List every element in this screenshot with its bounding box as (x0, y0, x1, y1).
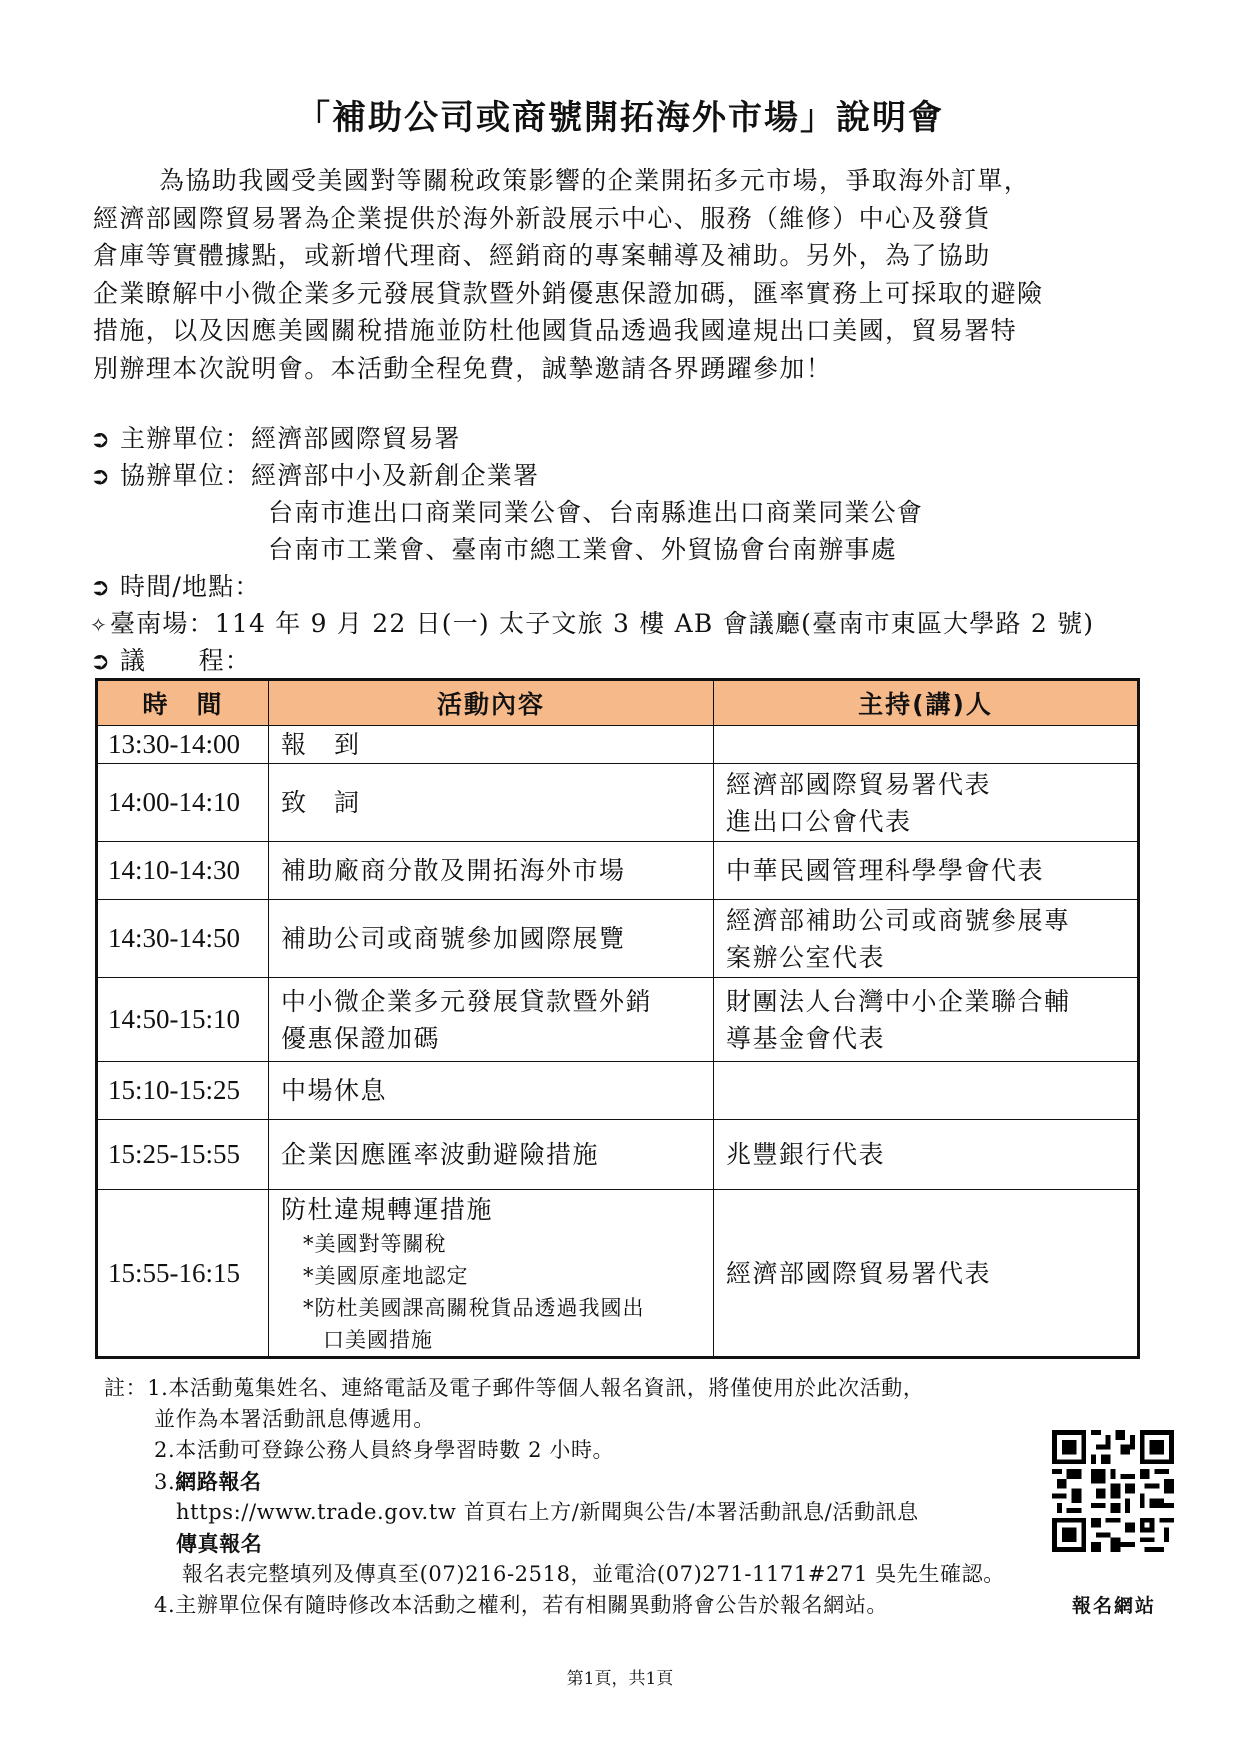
table-row (97, 900, 1139, 978)
intro-line: 別辦理本次說明會。本活動全程免費，誠摯邀請各界踴躍參加！ (93, 353, 833, 383)
host-line: 經濟部國際貿易署代表 (726, 769, 992, 799)
sub-item: *防杜美國課高關稅貨品透過我國出 (303, 1295, 645, 1320)
intro-line: 企業瞭解中小微企業多元發展貸款暨外銷優惠保證加碼，匯率實務上可採取的避險 (93, 278, 1044, 308)
qr-code-icon[interactable] (1052, 1430, 1174, 1552)
organizer-row (90, 420, 1170, 457)
note-line (104, 1466, 1064, 1497)
arrow-icon: ➲ (90, 462, 112, 490)
header-time: 時 間 (97, 680, 269, 726)
time-cell: 15:10-15:25 (97, 1062, 269, 1120)
agenda-label: 議 程： (120, 646, 252, 675)
host-line: 進出口公會代表 (726, 806, 912, 836)
activity-line: 優惠保證加碼 (281, 1023, 441, 1053)
host-cell (714, 978, 1139, 1062)
activity-cell: 補助公司或商號參加國際展覽 (269, 900, 714, 978)
host-cell: 中華民國管理科學學會代表 (714, 842, 1139, 900)
activity-cell (269, 978, 714, 1062)
activity-cell: 企業因應匯率波動避險措施 (269, 1120, 714, 1190)
host-cell (714, 1062, 1139, 1120)
table-row (97, 978, 1139, 1062)
host-line: 案辦公室代表 (726, 942, 886, 972)
time-cell: 15:25-15:55 (97, 1120, 269, 1190)
arrow-icon: ➲ (90, 647, 112, 675)
time-cell: 14:50-15:10 (97, 978, 269, 1062)
time-cell: 14:30-14:50 (97, 900, 269, 978)
agenda-label-row (90, 642, 1170, 679)
host-cell: 經濟部國際貿易署代表 (714, 1190, 1139, 1358)
co-organizer-line: 台南市進出口商業同業公會、台南縣進出口商業同業公會 (268, 498, 924, 527)
co-organizer-line: 台南市工業會、臺南市總工業會、外貿協會台南辦事處 (268, 535, 897, 564)
co-organizer-text: 協辦單位：經濟部中小及新創企業署 (120, 461, 540, 490)
host-line: 經濟部補助公司或商號參展專 (726, 905, 1071, 935)
host-cell (714, 900, 1139, 978)
header-activity: 活動內容 (269, 680, 714, 726)
sub-item: *美國原產地認定 (303, 1263, 469, 1288)
venue-text: 臺南場：114 年 9 月 22 日(一) 太子文旅 3 樓 AB 會議廳(臺南市東區大學路 2 號) (110, 609, 1095, 638)
activity-cell: 致 詞 (269, 764, 714, 842)
star-icon: ✧ (90, 613, 108, 637)
page-title: 「補助公司或商號開拓海外市場」說明會 (296, 98, 944, 138)
host-line: 導基金會代表 (726, 1023, 886, 1053)
header-host: 主持(講)人 (714, 680, 1139, 726)
intro-line: 倉庫等實體據點，或新增代理商、經銷商的專案輔導及補助。另外，為了協助 (93, 241, 991, 270)
activity-cell: 補助廠商分散及開拓海外市場 (269, 842, 714, 900)
intro-paragraph (93, 162, 1153, 387)
intro-line: 為協助我國受美國對等關稅政策影響的企業開拓多元市場，爭取海外訂單， (159, 166, 1031, 195)
time-cell: 13:30-14:00 (97, 726, 269, 764)
time-cell: 15:55-16:15 (97, 1190, 269, 1358)
note-number: 3. (154, 1470, 176, 1494)
activity-cell: 中場休息 (269, 1062, 714, 1120)
intro-line: 經濟部國際貿易署為企業提供於海外新設展示中心、服務（維修）中心及發貨 (93, 203, 991, 233)
arrow-icon: ➲ (90, 573, 112, 601)
table-row (97, 1120, 1139, 1190)
host-line: 財團法人台灣中小企業聯合輔 (726, 986, 1071, 1016)
online-registration-title: 網路報名 (175, 1469, 262, 1494)
intro-line: 措施，以及因應美國關稅措施並防杜他國貨品透過我國違規出口美國，貿易署特 (93, 316, 1018, 345)
note-line: 4.主辦單位保有隨時修改本活動之權利，若有相關異動將會公告於報名網站。 (154, 1593, 889, 1617)
co-organizer-row (90, 457, 1170, 494)
event-info (90, 420, 1170, 679)
page-footer: 第1頁，共1頁 (566, 1669, 674, 1689)
time-place-row (90, 568, 1170, 605)
organizer-text: 主辦單位：經濟部國際貿易署 (120, 424, 461, 453)
activity-cell: 報 到 (269, 726, 714, 764)
registration-url[interactable]: https://www.trade.gov.tw 首頁右上方/新聞與公告/本署活動訊息/活動訊息 (176, 1500, 919, 1524)
qr-label: 報名網站 (1072, 1595, 1157, 1617)
sub-item: 口美國措施 (323, 1327, 433, 1352)
fax-registration-title: 傳真報名 (176, 1531, 263, 1556)
activity-line: 防杜違規轉運措施 (281, 1194, 494, 1224)
note-line: 並作為本署活動訊息傳遞用。 (154, 1407, 435, 1431)
host-cell (714, 726, 1139, 764)
table-row (97, 1062, 1139, 1120)
agenda-table (95, 678, 1140, 1359)
notes-section (104, 1373, 1064, 1621)
note-line: 報名表完整填列及傳真至(07)216-2518，並電洽(07)271-1171#271 吳先生確認。 (182, 1562, 1005, 1586)
table-row (97, 764, 1139, 842)
table-row (97, 726, 1139, 764)
note-line: 註：1.本活動蒐集姓名、連絡電話及電子郵件等個人報名資訊，將僅使用於此次活動， (104, 1376, 925, 1400)
table-row (97, 842, 1139, 900)
arrow-icon: ➲ (90, 425, 112, 453)
time-place-label: 時間/地點： (120, 572, 261, 601)
time-cell: 14:10-14:30 (97, 842, 269, 900)
activity-line: 中小微企業多元發展貸款暨外銷 (281, 986, 653, 1016)
table-row (97, 1190, 1139, 1358)
note-line: 2.本活動可登錄公務人員終身學習時數 2 小時。 (154, 1438, 615, 1462)
host-cell (714, 764, 1139, 842)
activity-cell (269, 1190, 714, 1358)
time-cell: 14:00-14:10 (97, 764, 269, 842)
venue-row (90, 605, 1170, 642)
table-header-row (97, 680, 1139, 726)
sub-item: *美國對等關稅 (303, 1231, 447, 1256)
host-cell: 兆豐銀行代表 (714, 1120, 1139, 1190)
